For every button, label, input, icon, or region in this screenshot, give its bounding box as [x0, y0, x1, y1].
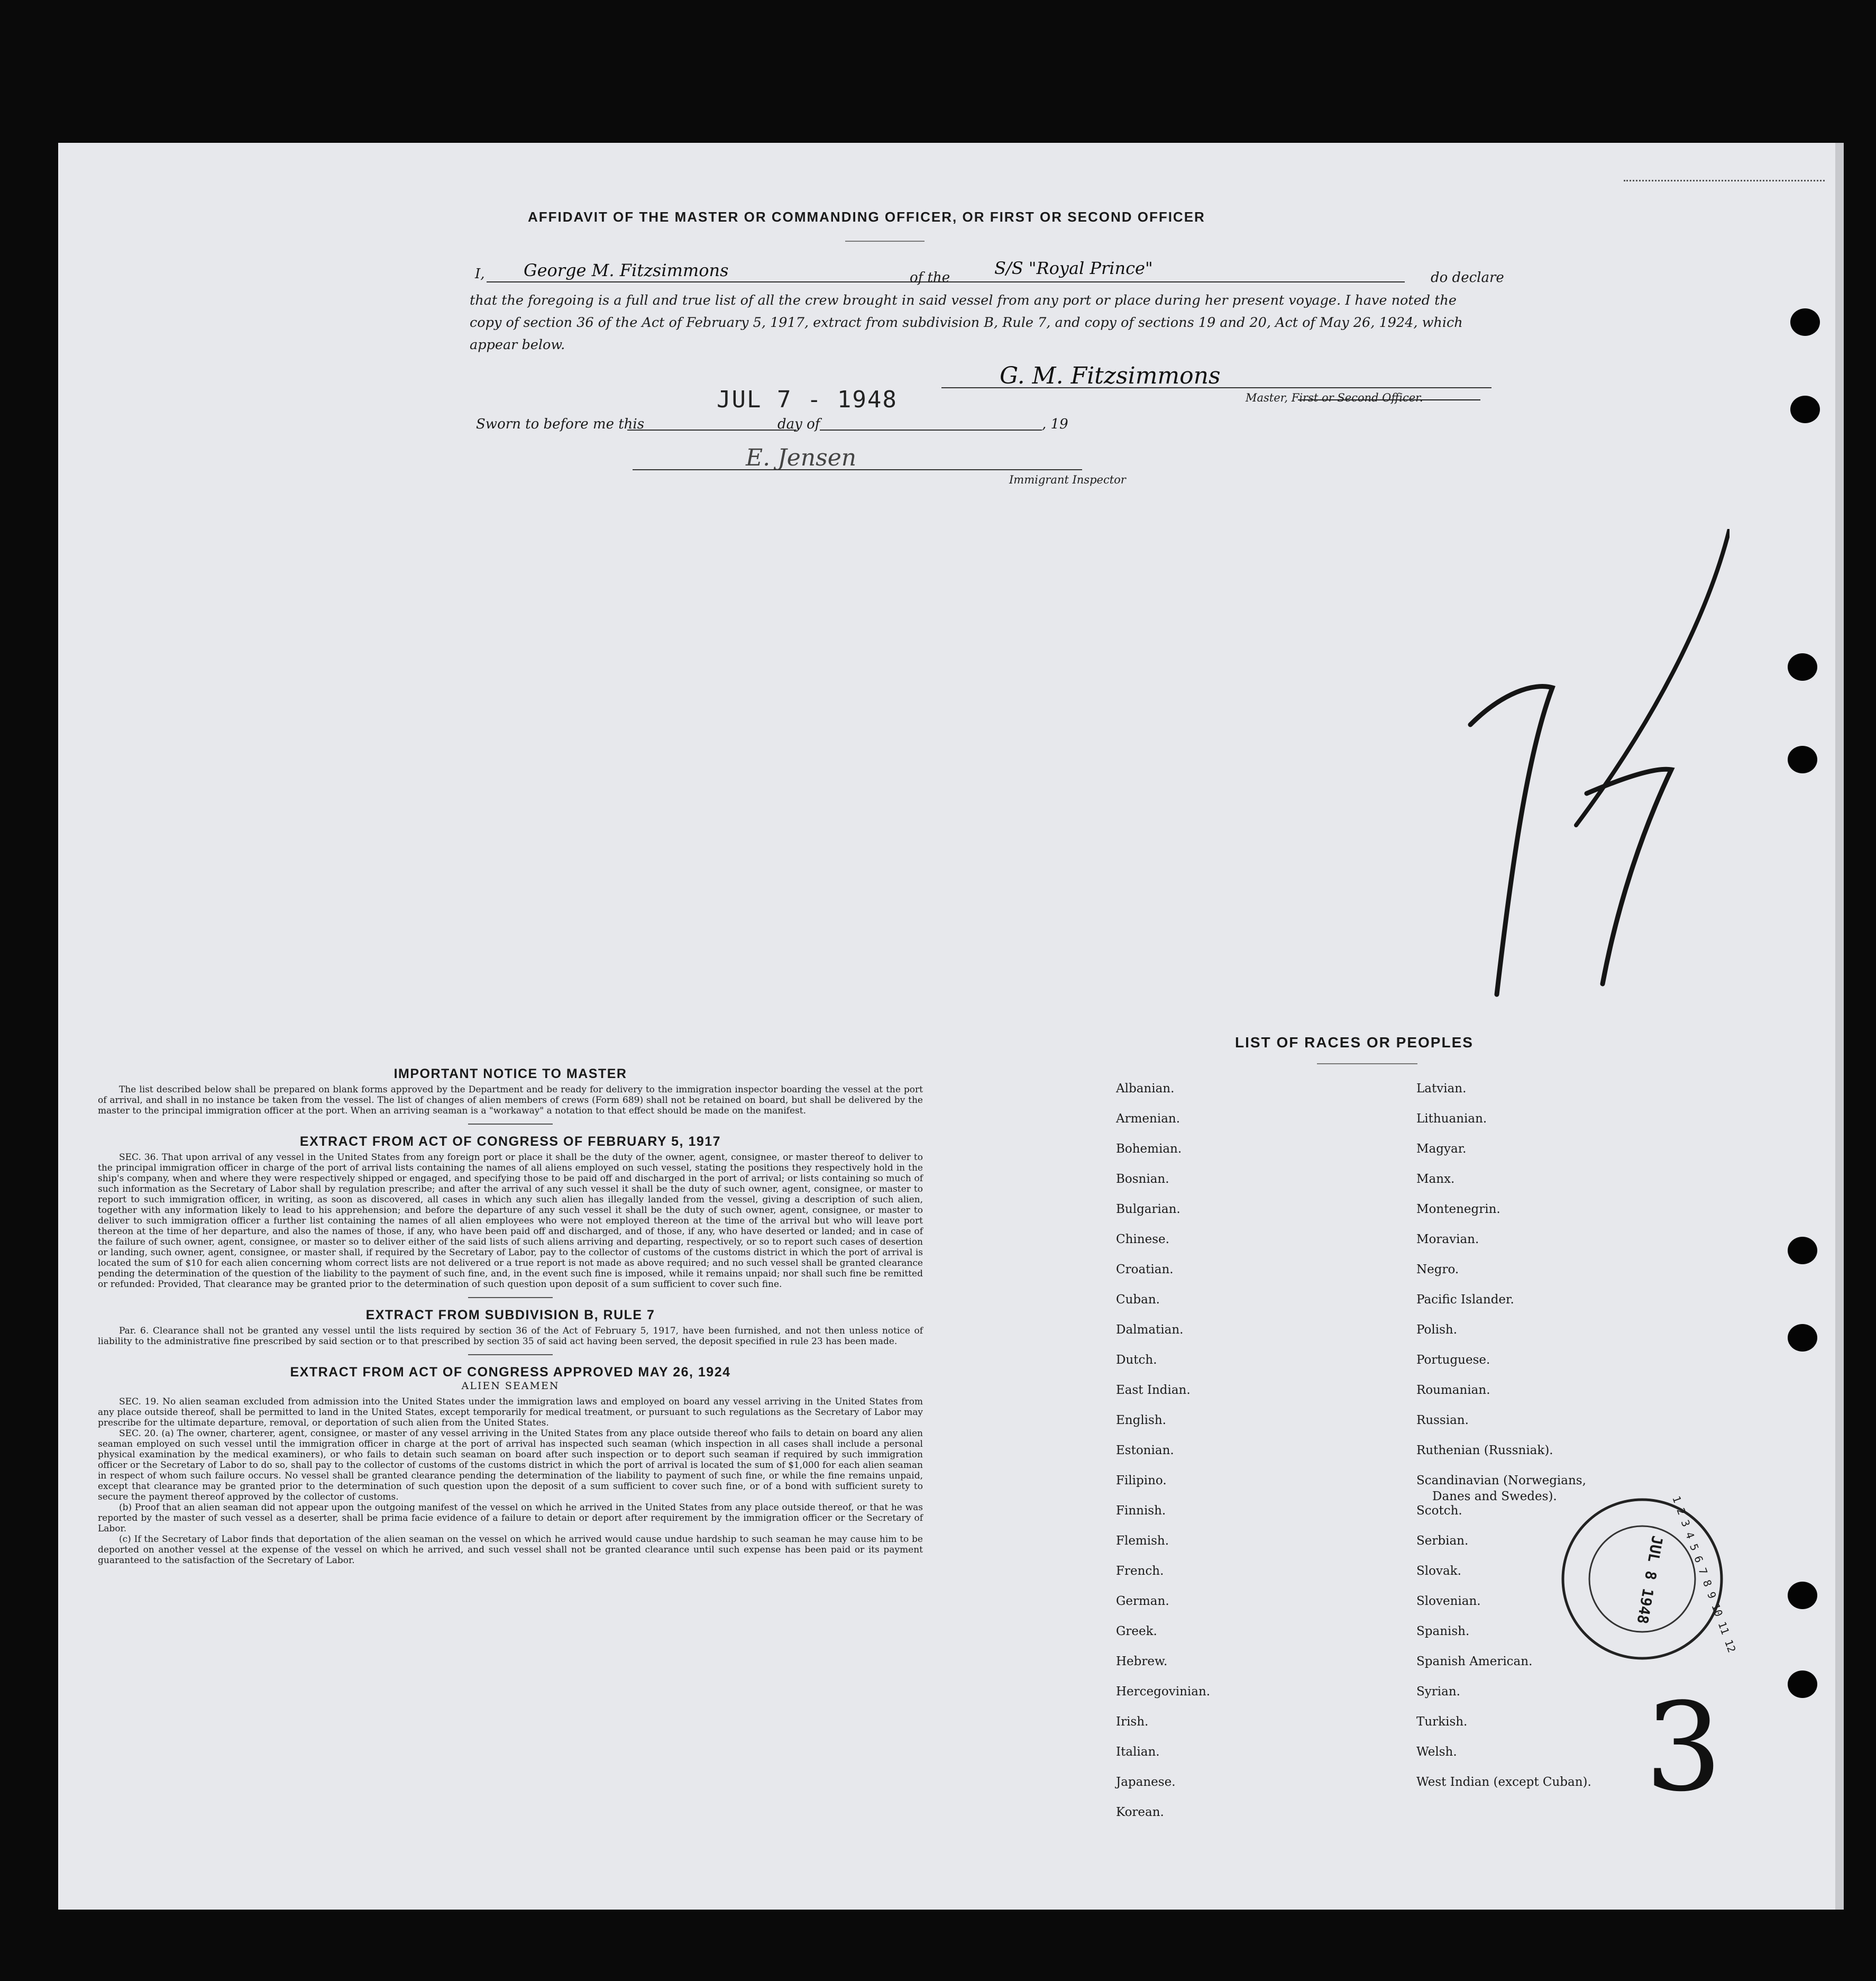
race-item: Polish.: [1416, 1323, 1458, 1337]
act1924-sec20c: (c) If the Secretary of Labor finds that deportation of the alien seaman on the vessel on which he arrived would cause undue hardship to such seaman he may cause him to be deported on another vessel at the expense of the vessel on which he arrived, and such vessel shall not be granted clearance until such expense has been paid or its payment guaranteed to the satisfaction of the Secretary of Labor.: [98, 1534, 923, 1566]
i-label: I,: [475, 266, 485, 282]
race-item: Spanish American.: [1416, 1655, 1533, 1668]
punch-hole: [1788, 1237, 1817, 1264]
sworn-month-line: [820, 430, 1042, 431]
inspector-signature: E. Jensen: [746, 444, 857, 471]
race-item: Scotch.: [1416, 1504, 1462, 1518]
race-item: Greek.: [1116, 1624, 1157, 1638]
year-label: , 19: [1042, 416, 1068, 432]
race-item: East Indian.: [1116, 1383, 1191, 1397]
race-item: Turkish.: [1416, 1715, 1468, 1729]
races-heading-divider: [1317, 1063, 1417, 1064]
race-item: Bohemian.: [1116, 1142, 1182, 1156]
strikethrough-first-second: [1298, 399, 1480, 400]
date-stamp: JUL 7 - 1948: [717, 386, 898, 413]
rule7-separator: [468, 1354, 553, 1355]
race-item: Slovenian.: [1416, 1594, 1481, 1608]
race-item: Magyar.: [1416, 1142, 1467, 1156]
race-item: Welsh.: [1416, 1745, 1457, 1759]
punch-hole: [1788, 1324, 1817, 1352]
affidavit-title: AFFIDAVIT OF THE MASTER OR COMMANDING OFFICER, OR FIRST OR SECOND OFFICER: [528, 209, 1205, 225]
sworn-day-line: [627, 430, 797, 431]
vessel-line: [960, 281, 1405, 282]
sworn-label: Sworn to before me this: [476, 416, 645, 432]
race-item: Armenian.: [1116, 1112, 1180, 1126]
race-item: Bosnian.: [1116, 1172, 1169, 1186]
race-item: Albanian.: [1116, 1082, 1175, 1096]
race-item: Roumanian.: [1416, 1383, 1490, 1397]
race-item: Japanese.: [1116, 1775, 1176, 1789]
of-the-label: of the: [910, 270, 950, 286]
race-item: Russian.: [1416, 1413, 1469, 1427]
race-item: Estonian.: [1116, 1444, 1174, 1457]
punch-hole: [1788, 653, 1817, 681]
race-item: Italian.: [1116, 1745, 1160, 1759]
race-item: Cuban.: [1116, 1293, 1160, 1307]
vessel-name-handwritten: S/S "Royal Prince": [994, 258, 1153, 278]
race-item: Chinese.: [1116, 1233, 1169, 1246]
punch-hole: [1788, 1582, 1817, 1609]
race-item: Pacific Islander.: [1416, 1293, 1514, 1307]
race-item: Dutch.: [1116, 1353, 1157, 1367]
act1924-heading: EXTRACT FROM ACT OF CONGRESS APPROVED MAY 26, 1924: [290, 1365, 731, 1380]
race-item: Slovak.: [1416, 1564, 1461, 1578]
act1924-sec19: SEC. 19. No alien seaman excluded from admission into the United States under the immigration laws and employed on board any vessel arriving in the United States from any place outside thereof, shall be permitted to land in the United States, except temporarily for medical treatment, or pursuant to such regulations as the Secretary of Labor may prescribe for the ultimate departure, removal, or deportation of such alien from the United States.: [98, 1396, 923, 1428]
race-item: Latvian.: [1416, 1082, 1467, 1096]
page-number-handwritten: 3: [1645, 1677, 1723, 1819]
race-item: German.: [1116, 1594, 1169, 1608]
race-item: Ruthenian (Russniak).: [1416, 1444, 1553, 1457]
rule7-heading: EXTRACT FROM SUBDIVISION B, RULE 7: [365, 1308, 655, 1322]
race-item: Montenegrin.: [1416, 1202, 1500, 1216]
affidavit-body-line1: that the foregoing is a full and true list of all the crew brought in said vessel from any port or place during her present voyage. I have noted the: [470, 293, 1457, 308]
notice-heading: IMPORTANT NOTICE TO MASTER: [393, 1066, 627, 1081]
race-item: Negro.: [1416, 1263, 1459, 1276]
races-heading: LIST OF RACES OR PEOPLES: [1235, 1034, 1474, 1051]
title-divider: [845, 241, 925, 242]
master-name-handwritten: George M. Fitzsimmons: [524, 260, 729, 280]
fraction-mark-1-7: [1454, 529, 1729, 1016]
race-item: Dalmatian.: [1116, 1323, 1184, 1337]
do-declare-label: do declare: [1431, 270, 1504, 286]
race-item: Hercegovinian.: [1116, 1685, 1211, 1699]
race-item: Bulgarian.: [1116, 1202, 1180, 1216]
race-item: Korean.: [1116, 1805, 1164, 1819]
race-item: Finnish.: [1116, 1504, 1166, 1518]
master-signature-caption: Master, First or Second Officer.: [1246, 391, 1423, 404]
master-signature-line: [941, 387, 1491, 388]
notice-column: [98, 1066, 923, 1566]
notice-separator: [468, 1124, 553, 1125]
act1924-subheading: ALIEN SEAMEN: [461, 1380, 560, 1392]
punch-hole: [1790, 308, 1820, 336]
act1917-separator: [468, 1297, 553, 1298]
page-edge-strip: [1835, 143, 1844, 1910]
round-stamp-date: JUL 8 1948: [1633, 1534, 1667, 1626]
race-item: Filipino.: [1116, 1474, 1167, 1487]
act1917-heading: EXTRACT FROM ACT OF CONGRESS OF FEBRUARY 5, 1917: [299, 1134, 721, 1149]
race-item: English.: [1116, 1413, 1166, 1427]
round-receiving-stamp: [1555, 1492, 1738, 1666]
affidavit-body-line3: appear below.: [470, 337, 565, 353]
race-item: Scandinavian (Norwegians,: [1416, 1474, 1586, 1487]
round-stamp-ring-text: 1 2 3 4 5 6 7 8 9 10 11 12: [1670, 1494, 1738, 1655]
race-item: Croatian.: [1116, 1263, 1174, 1276]
master-name-line: [487, 281, 963, 282]
race-item: Lithuanian.: [1416, 1112, 1487, 1126]
master-signature: G. M. Fitzsimmons: [1000, 362, 1221, 389]
act1924-sec20a: SEC. 20. (a) The owner, charterer, agent, consignee, or master of any vessel arriving in the United States from any place outside thereof who fails to detain on board any alien seaman employed on such vessel until the immigration officer in charge at the port of arrival has inspected such seaman (which inspection in all cases shall include a personal physical examination by the medical examiners), or who fails to detain such seaman on board after such inspection or to deport such seaman if required by such immigration officer or the Secretary of Labor to do so, shall pay to the collector of customs of the customs district in which the port of arrival is located the sum of $1,000 for each alien seaman in respect of whom such failure occurs. No vessel shall be granted clearance pending the determination of the liability to payment of such fine, or while the fine remains unpaid, except that clearance may be granted prior to the determination of such question upon the deposit of a sum sufficient to cover such fine, or of a bond with sufficient surety to secure the payment thereof approved by the collector of customs.: [98, 1428, 923, 1502]
race-item: West Indian (except Cuban).: [1416, 1775, 1591, 1789]
race-item: Moravian.: [1416, 1233, 1479, 1246]
day-of-label: day of: [777, 416, 820, 432]
rule7-par6: Par. 6. Clearance shall not be granted any vessel until the lists required by section 36 of the Act of February 5, 1917, have been furnished, and not then unless notice of liability to the administrative fine prescribed by said section or to that prescribed by section 35 of said act having been served, the deposit specified in rule 23 has been made.: [98, 1326, 923, 1347]
affidavit-body-line2: copy of section 36 of the Act of February 5, 1917, extract from subdivision B, Rule 7, and copy of sections 19 and 20, Act of May 26, 1924, which: [470, 315, 1463, 331]
race-item: Portuguese.: [1416, 1353, 1490, 1367]
top-right-marks: [1624, 180, 1825, 181]
act1917-section36: SEC. 36. That upon arrival of any vessel in the United States from any foreign port or place it shall be the duty of the owner, agent, consignee, or master thereof to deliver to the principal immigration officer in charge of the port of arrival lists containing the names of all aliens employed on such vessel, stating the positions they respectively hold in the ship's company, when and where they were respectively shipped or engaged, and specifying those to be paid off and discharged in the port of arrival; or lists containing so much of such information as the Secretary of Labor shall by regulation prescribe; and after the arrival of any such vessel it shall be the duty of such owner, agent, consignee, or master to report to such immigration officer, in writing, as soon as discovered, all cases in which any such alien has illegally landed from the vessel, giving a description of such alien, together with any information likely to lead to his apprehension; and before the departure of any such vessel it shall be the duty of such owner, agent, consignee, or master to deliver to such immigration officer a further list containing the names of all alien employees who were not employed thereon at the time of the arrival but who will leave port thereon at the time of her departure, and also the names of those, if any, who have been paid off and discharged, and of those, if any, who have deserted or landed; and in case of the failure of such owner, agent, consignee, or master so to deliver either of the said lists of such aliens arriving and departing, respectively, or so to report such cases of desertion or landing, such owner, agent, consignee, or master shall, if required by the Secretary of Labor, pay to the collector of customs of the customs district in which the port of arrival is located the sum of $10 for each alien concerning whom correct lists are not delivered or a true report is not made as above required; and no such vessel shall be granted clearance pending the determination of the question of the liability to the payment of such fine, and, in the event such fine is imposed, while it remains unpaid; nor shall such fine be remitted or refunded: Provided, That clearance may be granted prior to the determination of such question upon deposit of a sum sufficient to cover such fine.: [98, 1152, 923, 1290]
inspector-signature-line: [633, 469, 1082, 470]
act1924-sec20b: (b) Proof that an alien seaman did not appear upon the outgoing manifest of the vessel on which he arrived in the United States from any place outside thereof, or that he was reported by the master of such vessel as a deserter, shall be prima facie evidence of a failure to detain or deport after requirement by the immigration officer or the Secretary of Labor.: [98, 1502, 923, 1534]
race-item: French.: [1116, 1564, 1164, 1578]
race-item: Syrian.: [1416, 1685, 1460, 1699]
race-item: Danes and Swedes).: [1432, 1490, 1557, 1503]
punch-hole: [1788, 746, 1817, 773]
document-page: [58, 143, 1835, 1910]
punch-hole: [1790, 396, 1820, 423]
race-item: Hebrew.: [1116, 1655, 1168, 1668]
race-item: Serbian.: [1416, 1534, 1469, 1548]
race-item: Manx.: [1416, 1172, 1455, 1186]
inspector-caption: Immigrant Inspector: [1009, 473, 1126, 486]
punch-hole: [1788, 1670, 1817, 1698]
race-item: Spanish.: [1416, 1624, 1470, 1638]
notice-text: The list described below shall be prepared on blank forms approved by the Department and be ready for delivery to the immigration inspector boarding the vessel at the port of arrival, and shall in no instance be taken from the vessel. The list of changes of alien members of crews (Form 689) shall not be retained on board, but shall be delivered by the master to the principal immigration officer at the port. When an arriving seaman is a "workaway" a notation to that effect should be made on the manifest.: [98, 1084, 923, 1116]
race-item: Irish.: [1116, 1715, 1149, 1729]
race-item: Flemish.: [1116, 1534, 1169, 1548]
